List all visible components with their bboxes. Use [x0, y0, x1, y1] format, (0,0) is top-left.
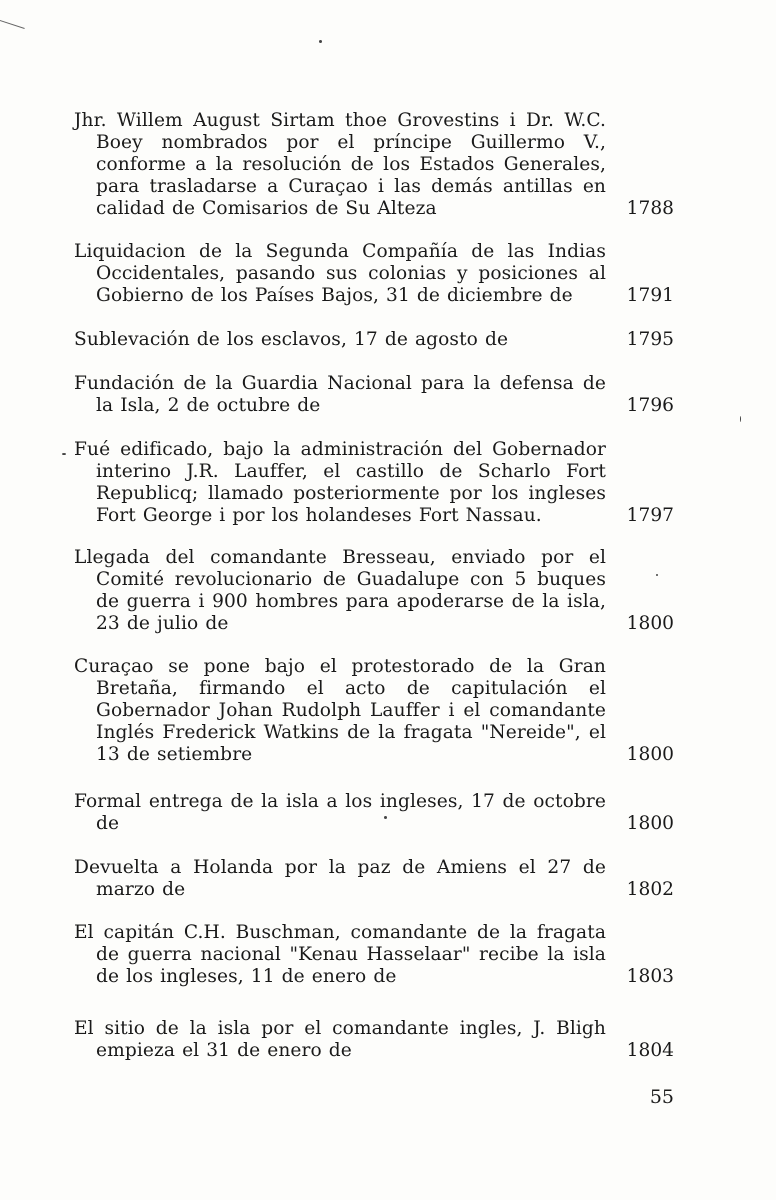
chronology-entry: [74, 791, 674, 835]
entry-text: Curaçao se pone bajo el protestorado de la Gran Bretaña, firmando el acto de capitulación el Gobernador Johan Rudolph Lauffer i el comandante Inglés Frederick Watkins de la fragata "Nereide", el 13 de setiembre: [74, 656, 606, 765]
chronology-entry: [74, 547, 674, 635]
page-number: 55: [649, 1086, 674, 1108]
entry-text: Jhr. Willem August Sirtam thoe Grovestins i Dr. W.C. Boey nombrados por el príncipe Guillermo V., conforme a la resolución de los Estados Generales, para trasladarse a Curaçao i las demás antillas en calidad de Comisarios de Su Alteza: [74, 110, 606, 219]
entry-text: Devuelta a Holanda por la paz de Amiens el 27 de marzo de: [74, 857, 606, 900]
speck: [62, 453, 66, 455]
entry-text: Liquidacion de la Segunda Compañía de las Indias Occidentales, pasando sus colonias y posiciones al Gobierno de los Países Bajos, 31 de diciembre de: [74, 241, 606, 306]
entry-year: 1804: [626, 1040, 674, 1061]
entry-text: Fundación de la Guardia Nacional para la defensa de la Isla, 2 de octubre de: [74, 373, 606, 416]
entry-year: 1800: [626, 813, 674, 834]
chronology-entry: [74, 922, 674, 988]
scan-mark: [0, 20, 25, 40]
entry-year: 1803: [626, 966, 674, 987]
entry-text: Formal entrega de la isla a los ingleses, 17 de octobre de: [74, 791, 606, 834]
chronology-entry: [74, 329, 674, 351]
chronology-entry: [74, 110, 674, 220]
speck: [740, 416, 741, 422]
entry-year: 1800: [626, 744, 674, 765]
entry-text: El sitio de la isla por el comandante ingles, J. Bligh empieza el 31 de enero de: [74, 1018, 606, 1061]
speck: [319, 40, 322, 43]
chronology-entry: [74, 656, 674, 766]
chronology-entry: [74, 439, 674, 527]
chronology-entry: [74, 1018, 674, 1062]
entry-text: Fué edificado, bajo la administración del Gobernador interino J.R. Lauffer, el castillo de Scharlo Fort Republicq; llamado posteriormente por los ingleses Fort George i por los holandeses Fort Nassau.: [74, 439, 606, 526]
entry-year: 1797: [626, 505, 674, 526]
chronology-entry: [74, 241, 674, 307]
entry-year: 1795: [626, 329, 674, 350]
entry-year: 1788: [626, 198, 674, 219]
entry-text: Sublevación de los esclavos, 17 de agosto de: [74, 329, 509, 350]
entry-text: Llegada del comandante Bresseau, enviado por el Comité revolucionario de Guadalupe con 5 buques de guerra i 900 hombres para apoderarse de la isla, 23 de julio de: [74, 547, 606, 634]
entry-year: 1802: [626, 879, 674, 900]
chronology-entry: [74, 373, 674, 417]
entry-year: 1791: [626, 285, 674, 306]
entry-year: 1800: [626, 613, 674, 634]
entry-year: 1796: [626, 395, 674, 416]
chronology-entry: [74, 857, 674, 901]
entry-text: El capitán C.H. Buschman, comandante de la fragata de guerra nacional "Kenau Hasselaar" recibe la isla de los ingleses, 11 de enero de: [74, 922, 606, 987]
